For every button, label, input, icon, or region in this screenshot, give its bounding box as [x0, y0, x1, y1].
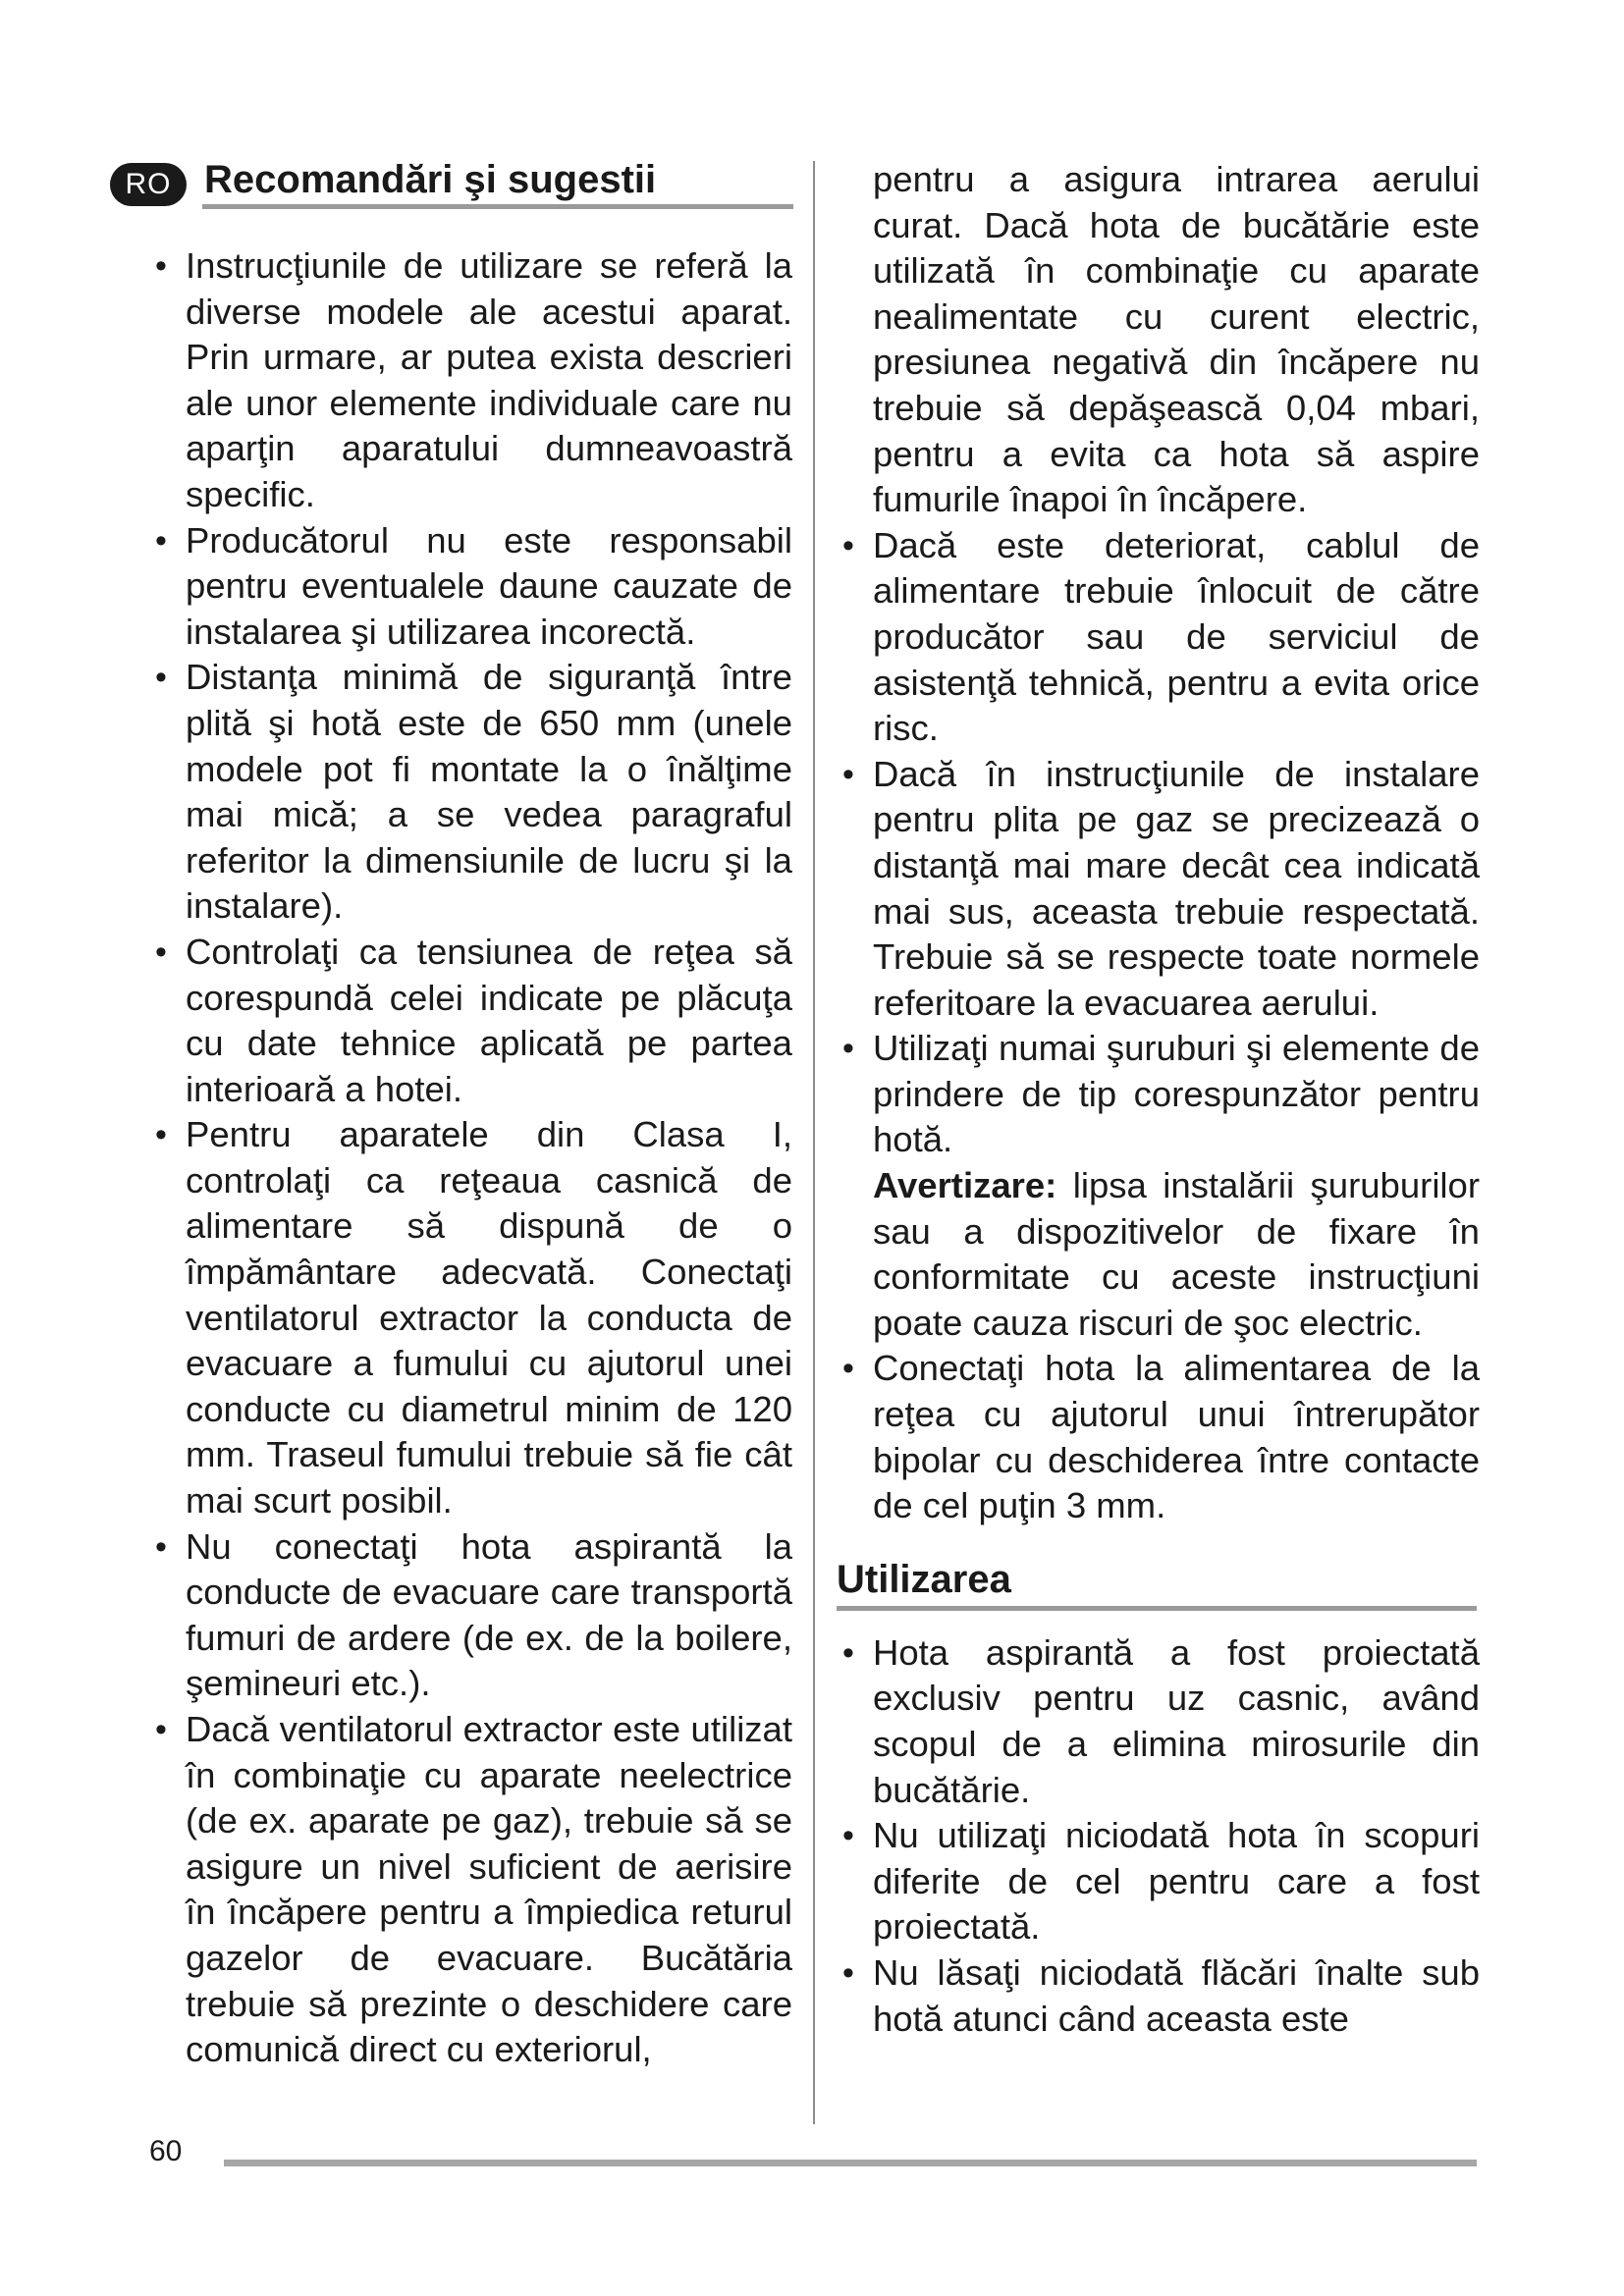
section-title: Recomandări şi sugestii [204, 158, 657, 201]
footer-rule [224, 2160, 1477, 2166]
column-divider [813, 161, 815, 2124]
list-item: • Controlaţi ca tensiunea de reţea să corespundă celei indicate pe plăcuţa cu date tehnice aplicată pe partea interioară a hotei. [149, 930, 792, 1112]
list-item: • Distanţa minimă de siguranţă între plită şi hotă este de 650 mm (unele modele pot fi montate la o înălţime mai mică; a se vedea paragraful referitor la dimensiunile de lucru şi la instalare). [149, 655, 792, 930]
title-underline [202, 204, 793, 209]
recommendations-list-continued [837, 523, 1480, 1163]
warning-label: Avertizare: [873, 1165, 1057, 1206]
list-item: • Producătorul nu este responsabil pentru eventualele daune cauzate de instalarea şi utilizarea incorectă. [149, 518, 792, 656]
right-column [837, 157, 1480, 2042]
warning-text: lipsa instalării şuruburilor sau a dispozitivelor de fixare în conformitate cu aceste instrucţiuni poate cauza riscuri de şoc electric. [873, 1165, 1480, 1343]
language-badge: RO [110, 163, 187, 206]
list-item: • Instrucţiunile de utilizare se referă la diverse modele ale acestui aparat. Prin urmare, ar putea exista descrieri ale unor elemente individuale care nu aparţin aparatului dumneavoastră specific. [149, 243, 792, 518]
usage-list [837, 1630, 1480, 2042]
list-item: • Pentru aparatele din Clasa I, controlaţi ca reţeaua casnică de alimentare să dispună de o împământare adecvată. Conectaţi ventilatorul extractor la conducta de evacuare a fumului cu ajutorul unei conducte cu diametrul minim de 120 mm. Traseul fumului trebuie să fie cât mai scurt posibil. [149, 1112, 792, 1523]
page-number: 60 [149, 2135, 183, 2167]
continued-paragraph: pentru a asigura intrarea aerului curat. Dacă hota de bucătărie este utilizată în combinaţie cu aparate nealimentate cu curent electric, presiunea negativă din încăpere nu trebuie să depăşească 0,04 mbari, pentru a evita ca hota să aspire fumurile înapoi în încăpere. [873, 159, 1480, 520]
recommendations-list [149, 243, 792, 2073]
usage-heading: Utilizarea [837, 1557, 1011, 1601]
warning-paragraph [837, 1163, 1480, 1346]
list-item: • Dacă este deteriorat, cablul de alimentare trebuie înlocuit de către producător sau de serviciul de asistenţă tehnică, pentru a evita orice risc. [837, 523, 1480, 752]
list-item: • Utilizaţi numai şuruburi şi elemente de prindere de tip corespunzător pentru hotă. [837, 1026, 1480, 1163]
recommendations-list-final [837, 1346, 1480, 1528]
list-item: • Nu conectaţi hota aspirantă la conducte de evacuare care transportă fumuri de ardere (de ex. de la boilere, şemineuri etc.). [149, 1524, 792, 1707]
list-item: • Dacă ventilatorul extractor este utilizat în combinaţie cu aparate neelectrice (de ex. aparate pe gaz), trebuie să se asigure un nivel suficient de aerisire în încăpere pentru a împiedica returul gazelor de evacuare. Bucătăria trebuie să prezinte o deschidere care comunică direct cu exteriorul, [149, 1707, 792, 2073]
list-item: • Hota aspirantă a fost proiectată exclusiv pentru uz casnic, având scopul de a elimina mirosurile din bucătărie. [837, 1630, 1480, 1813]
left-column [149, 243, 792, 2073]
list-item: • Nu lăsaţi niciodată flăcări înalte sub hotă atunci când aceasta este [837, 1950, 1480, 2042]
list-item: • Nu utilizaţi niciodată hota în scopuri diferite de cel pentru care a fost proiectată. [837, 1813, 1480, 1950]
usage-heading-underline [837, 1606, 1477, 1611]
list-item: • Dacă în instrucţiunile de instalare pentru plita pe gaz se precizează o distanţă mai mare decât cea indicată mai sus, aceasta trebuie respectată. Trebuie să se respecte toate normele referitoare la evacuarea aerului. [837, 752, 1480, 1027]
list-item: • Conectaţi hota la alimentarea de la reţea cu ajutorul unui întrerupător bipolar cu deschiderea între contacte de cel puţin 3 mm. [837, 1346, 1480, 1528]
